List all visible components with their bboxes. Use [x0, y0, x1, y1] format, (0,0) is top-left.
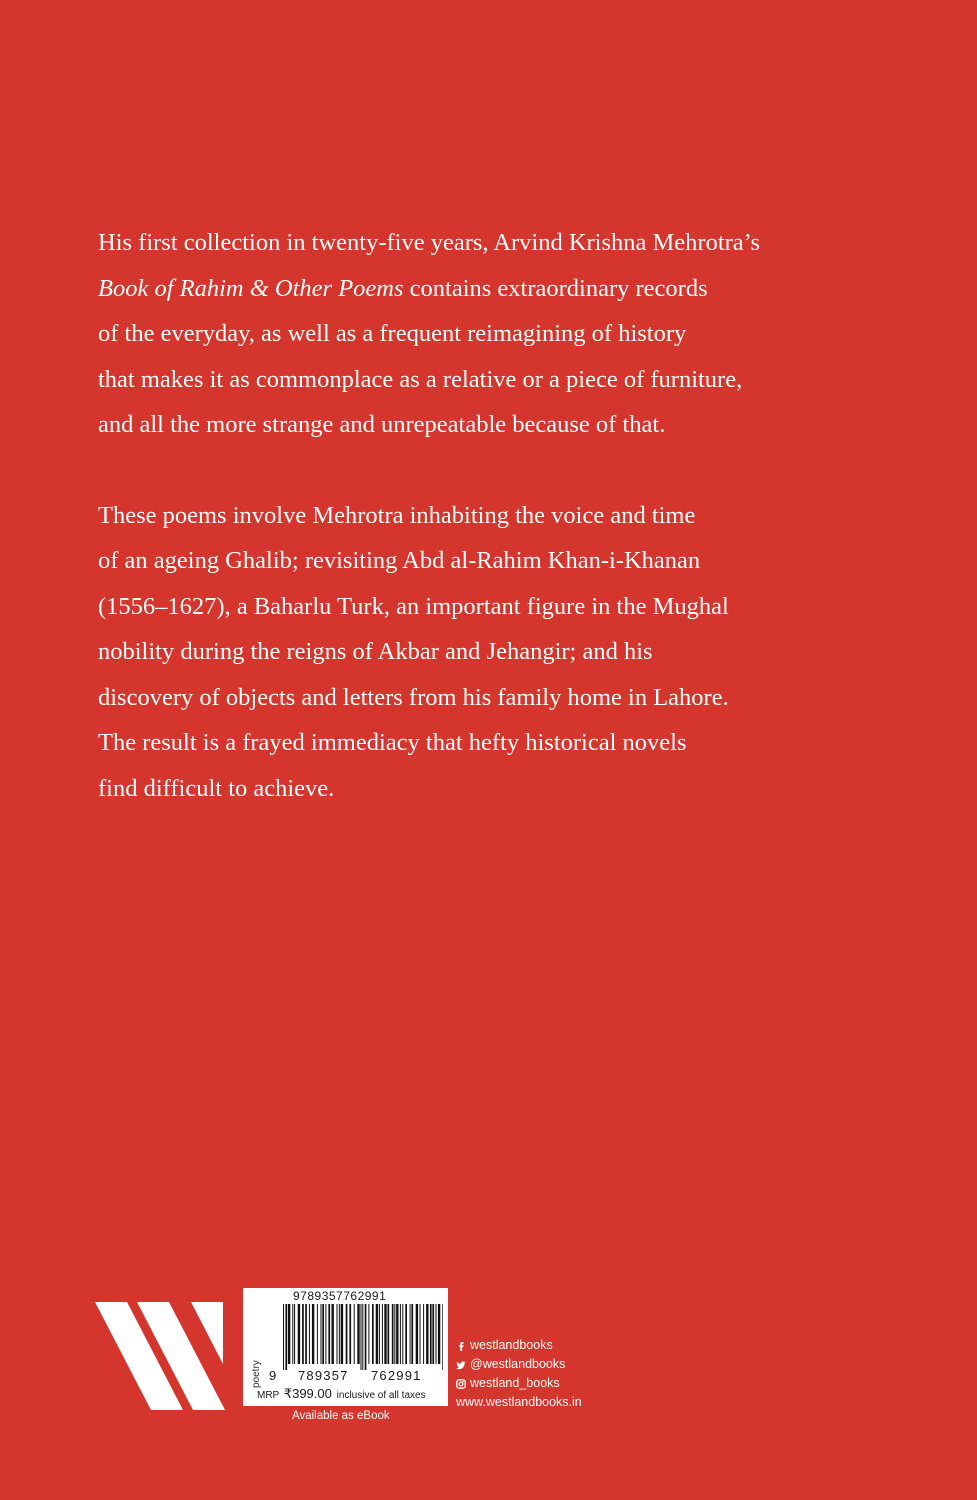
twitter-link[interactable] [456, 1355, 582, 1374]
barcode-bar [420, 1304, 421, 1364]
blurb-line: of the everyday, as well as a frequent reimagining of history [98, 320, 687, 347]
barcode-bar [436, 1304, 437, 1364]
barcode-bar [349, 1304, 351, 1364]
barcode-bar [376, 1304, 378, 1364]
barcode-bar [337, 1304, 338, 1364]
barcode-bar [384, 1304, 386, 1364]
barcode-bar [321, 1304, 322, 1364]
barcode-bar [312, 1304, 314, 1364]
blurb-paragraph-1 [98, 220, 858, 448]
barcode-bar [442, 1304, 443, 1370]
barcode-bar [365, 1304, 367, 1370]
barcode-bar [396, 1304, 398, 1364]
social-links [456, 1336, 582, 1412]
barcode-panel [243, 1288, 448, 1406]
barcode-bar [288, 1304, 290, 1364]
barcode-bar [430, 1304, 432, 1364]
blurb-line-with-title [98, 266, 858, 312]
barcode-bar [402, 1304, 403, 1364]
ebook-availability: Available as eBook [292, 1410, 390, 1422]
barcode-bar [346, 1304, 348, 1364]
blurb-line: (1556–1627), a Baharlu Turk, an important figure in the Mughal [98, 592, 729, 620]
barcode-bar [416, 1304, 418, 1364]
blurb-paragraph-2 [98, 493, 858, 812]
website-url: www.westlandbooks.in [456, 1395, 582, 1409]
barcode-bar [394, 1304, 395, 1364]
barcode-bar [292, 1304, 293, 1364]
price-row [257, 1386, 426, 1402]
barcode-bars [283, 1304, 443, 1370]
blurb-line: and all the more strange and unrepeatable because of that. [98, 411, 666, 438]
barcode-bar [328, 1304, 330, 1364]
mrp-label: MRP [257, 1390, 280, 1401]
isbn-digits-right: 762991 [371, 1368, 422, 1383]
blurb-line: of an ageing Ghalib; revisiting Abd al-Rahim Khan-i-Khanan [98, 547, 701, 574]
barcode-bar [362, 1304, 363, 1370]
facebook-link[interactable] [456, 1336, 582, 1355]
blurb-line: His first collection in twenty-five years, Arvind Krishna Mehrotra’s [98, 229, 761, 256]
barcode-bar [400, 1304, 401, 1364]
barcode-bar [411, 1304, 413, 1364]
twitter-icon [456, 1360, 466, 1370]
barcode-bar [341, 1304, 343, 1364]
barcode-bar [302, 1304, 304, 1364]
blurb-line-rest: contains extraordinary records [403, 274, 708, 302]
barcode-bar [423, 1304, 424, 1364]
barcode-bar [298, 1304, 300, 1364]
instagram-handle: westland_books [470, 1376, 560, 1390]
isbn-digit: 9 [269, 1368, 277, 1383]
website-link[interactable] [456, 1393, 582, 1412]
tax-note: inclusive of all taxes [336, 1390, 426, 1401]
facebook-handle: westlandbooks [470, 1338, 553, 1352]
barcode-bar [325, 1304, 326, 1364]
barcode-bar [305, 1304, 307, 1364]
barcode-bar [438, 1304, 440, 1364]
barcode-bar [379, 1304, 380, 1364]
westland-w-logo [95, 1302, 245, 1410]
blurb-text [98, 220, 858, 856]
blurb-line: nobility during the reigns of Akbar and Jehangir; and his [98, 638, 653, 665]
barcode-bar [410, 1304, 411, 1364]
blurb-line: discovery of objects and letters from his family home in Lahore. [98, 683, 729, 711]
barcode-bar [372, 1304, 374, 1364]
barcode-bar [388, 1304, 390, 1364]
barcode-bar [354, 1304, 355, 1364]
barcode-bar [322, 1304, 324, 1364]
barcode-bar [357, 1304, 359, 1364]
barcode-bar [283, 1304, 284, 1370]
barcode-bar [405, 1304, 407, 1364]
blurb-line: that makes it as commonplace as a relative or a piece of furniture, [98, 365, 743, 393]
barcode-bar [432, 1304, 434, 1364]
barcode-bar [361, 1304, 362, 1370]
barcode-bar [317, 1304, 318, 1364]
barcode-bar [294, 1304, 295, 1364]
barcode-bar [309, 1304, 310, 1364]
twitter-handle: @westlandbooks [470, 1357, 566, 1371]
blurb-line: find difficult to achieve. [98, 774, 335, 802]
barcode-bar [332, 1304, 334, 1364]
isbn-number: 9789357762991 [293, 1289, 387, 1303]
blurb-line: These poems involve Mehrotra inhabiting the voice and time [98, 501, 696, 529]
price-value: ₹399.00 [283, 1386, 332, 1401]
genre-label: poetry [251, 1360, 262, 1388]
barcode-bar [285, 1304, 287, 1370]
barcode-bar [426, 1304, 428, 1364]
isbn-digits-left: 789357 [298, 1368, 349, 1383]
instagram-icon [456, 1379, 466, 1389]
barcode-bar [392, 1304, 394, 1364]
instagram-link[interactable] [456, 1374, 582, 1393]
barcode-bar [339, 1304, 340, 1364]
blurb-line: The result is a frayed immediacy that hefty historical novels [98, 729, 687, 756]
facebook-icon [456, 1341, 466, 1351]
barcode-bar [368, 1304, 369, 1364]
book-title: Book of Rahim & Other Poems [98, 274, 404, 302]
barcode-bar [382, 1304, 383, 1364]
